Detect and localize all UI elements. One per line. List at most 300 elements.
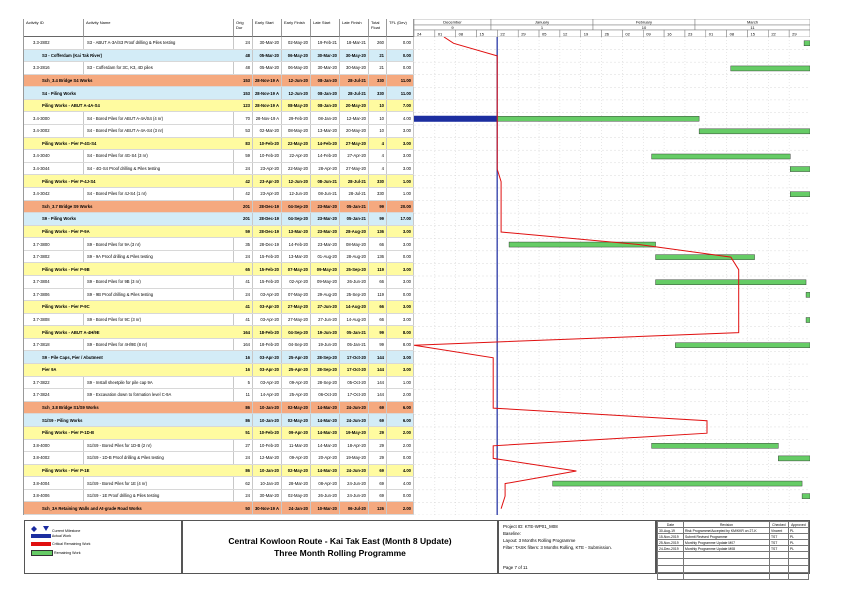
table-row[interactable] — [24, 112, 414, 125]
table-row[interactable] — [24, 188, 414, 201]
table-row[interactable] — [24, 62, 414, 75]
cell-ef: 22-May-20 — [282, 163, 311, 175]
cell-tf: 330 — [369, 175, 387, 187]
cell-tf: 29 — [369, 452, 387, 464]
table-row[interactable] — [24, 490, 414, 503]
remaining-bar[interactable] — [675, 343, 810, 348]
remaining-bar[interactable] — [790, 167, 810, 172]
cell-es: 03-Apr-20 — [253, 351, 282, 363]
cell-tfl: 3.00 — [387, 226, 414, 238]
cell-es: 18-Feb-20 — [253, 339, 282, 351]
cell-lf: 27-May-20 — [340, 138, 369, 150]
day-label: 01 — [437, 31, 443, 37]
header-total-float[interactable]: Total Float — [369, 19, 387, 37]
left-margin — [0, 19, 24, 515]
cell-lf: 14-Aug-20 — [340, 314, 369, 326]
revision-box — [656, 520, 810, 574]
cell-ef: 24-Jan-20 — [282, 502, 311, 514]
cell-lf: 06-Jul-20 — [340, 502, 369, 514]
cell-tf: 69 — [369, 402, 387, 414]
cell-ef: 12-Jun-20 — [282, 188, 311, 200]
table-row[interactable] — [24, 377, 414, 390]
header-late-finish[interactable]: Late Finish — [340, 19, 369, 37]
cell-id: 3.7-3800 — [24, 238, 84, 250]
wbs-row[interactable] — [24, 263, 414, 276]
cell-tfl: 3.00 — [387, 163, 414, 175]
cell-es: 03-Apr-20 — [253, 364, 282, 376]
cell-id: 3.8-4002 — [24, 452, 84, 464]
actual-work-swatch — [31, 534, 51, 538]
cell-tfl: 0.00 — [387, 37, 414, 49]
remaining-bar[interactable] — [652, 443, 779, 448]
cell-ef: 07-May-20 — [282, 263, 311, 275]
project-info-box — [498, 520, 656, 574]
cell-name: S9 - Bored Piles for 9C (3 nr) — [84, 314, 234, 326]
remaining-bar[interactable] — [778, 456, 810, 461]
cell-tf: 21 — [369, 62, 387, 74]
cell-name: S4 - Piling Works — [42, 90, 77, 96]
cell-id: 3.7-3806 — [24, 289, 84, 301]
cell-dur: 51 — [234, 427, 253, 439]
header-activity-name[interactable]: Activity Name — [84, 19, 234, 37]
cell-ls: 23-Mar-20 — [311, 238, 340, 250]
cell-dur: 164 — [234, 326, 253, 338]
month-number: 1 — [540, 25, 544, 30]
day-label: 29 — [792, 31, 797, 37]
cell-name: S9 - Install sheetpile for pile cap 9A — [84, 377, 234, 389]
day-label: 08 — [458, 31, 464, 37]
cell-tfl: 1.00 — [387, 175, 414, 187]
cell-tf: 330 — [369, 188, 387, 200]
cell-lf: 24-Jun-20 — [340, 490, 369, 502]
cell-dur: 86 — [234, 465, 253, 477]
cell-name: S4 - Bored Piles for ABUT A-4A/S4 (4 nr) — [84, 112, 234, 124]
day-label: 19 — [583, 31, 589, 37]
cell-ls: 08-Jun-21 — [311, 188, 340, 200]
cell-id: 3.4-3040 — [24, 150, 84, 162]
table-row[interactable] — [24, 163, 414, 176]
table-row[interactable] — [24, 37, 414, 50]
cell-es: 10-Jan-20 — [253, 465, 282, 477]
cell-tfl: 3.00 — [387, 276, 414, 288]
cell-es: 10-Feb-20 — [253, 440, 282, 452]
remaining-bar[interactable] — [802, 494, 810, 499]
cell-id: 3.7-3822 — [24, 377, 84, 389]
cell-tfl: 3.00 — [387, 314, 414, 326]
cell-ef: 14-Feb-20 — [282, 238, 311, 250]
cell-ef: 27-May-20 — [282, 314, 311, 326]
cell-ls: 14-Mar-20 — [311, 414, 340, 426]
revision-cell-empty — [788, 559, 808, 566]
header-activity-id[interactable]: Activity ID — [24, 19, 84, 37]
cell-es: 10-Jan-20 — [253, 477, 282, 489]
legend-remaining — [31, 550, 81, 556]
cell-lf: 25-Sep-20 — [340, 263, 369, 275]
cell-lf: 28-Jul-21 — [340, 188, 369, 200]
cell-lf: 28-Jul-21 — [340, 175, 369, 187]
day-label: 02 — [625, 31, 630, 37]
cell-es: 28-Dec-19 — [253, 201, 282, 213]
cell-es: 10-Jan-20 — [253, 414, 282, 426]
month-label: December — [443, 19, 462, 25]
cell-tfl: 0.00 — [387, 289, 414, 301]
cell-ls: 20-Apr-20 — [311, 452, 340, 464]
cell-tfl: 6.00 — [387, 414, 414, 426]
remaining-bar[interactable] — [804, 41, 810, 46]
table-row[interactable] — [24, 452, 414, 465]
cell-lf: 28-Aug-20 — [340, 226, 369, 238]
cell-name: S9 - 9A Proof drilling & Piles testing — [84, 251, 234, 263]
cell-tfl: 4.00 — [387, 112, 414, 124]
wbs-row[interactable] — [24, 301, 414, 314]
cell-lf: 28-Aug-20 — [340, 251, 369, 263]
wbs-row[interactable] — [24, 402, 414, 415]
cell-lf: 19-May-20 — [340, 427, 369, 439]
cell-ls: 19-Jun-20 — [311, 326, 340, 338]
cell-es: 03-Apr-20 — [253, 314, 282, 326]
wbs-row[interactable] — [24, 87, 414, 100]
page-number: Page 7 of 11 — [503, 565, 528, 570]
cell-name: S9 - Bored Piles for 9A (3 nr) — [84, 238, 234, 250]
revision-cell-empty — [769, 573, 788, 580]
cell-dur: 70 — [234, 112, 253, 124]
cell-name: S9 - 9B Proof drilling & Piles testing — [84, 289, 234, 301]
cell-ef: 06-May-20 — [282, 50, 311, 62]
cell-id: 3.4-3042 — [24, 188, 84, 200]
cell-id: 3.8-4006 — [24, 490, 84, 502]
cell-dur: 50 — [234, 502, 253, 514]
cell-es: 10-Feb-20 — [253, 150, 282, 162]
header-early-start[interactable]: Early Start — [253, 19, 282, 37]
cell-ef: 02-Apr-20 — [282, 276, 311, 288]
cell-es: 23-Apr-20 — [253, 163, 282, 175]
cell-lf: 24-Jun-20 — [340, 414, 369, 426]
cell-tf: 99 — [369, 201, 387, 213]
cell-tf: 10 — [369, 100, 387, 112]
table-row[interactable] — [24, 389, 414, 402]
wbs-row[interactable] — [24, 351, 414, 364]
cell-ef: 12-Jun-20 — [282, 75, 311, 87]
cell-es: 02-Mar-20 — [253, 125, 282, 137]
cell-ls: 01-Aug-20 — [311, 251, 340, 263]
revision-cell-empty — [788, 566, 808, 573]
cell-tfl: 2.00 — [387, 427, 414, 439]
day-label: 01 — [708, 31, 714, 37]
day-label: 22 — [500, 31, 505, 37]
table-row[interactable] — [24, 314, 414, 327]
cell-name: Piling Works - Pier P-9C — [42, 304, 90, 310]
cell-name: Piling Works - Pier P-9A — [42, 228, 90, 234]
wbs-row[interactable] — [24, 138, 414, 151]
wbs-row[interactable] — [24, 100, 414, 113]
remaining-bar[interactable] — [656, 255, 755, 260]
cell-tf: 66 — [369, 276, 387, 288]
cell-lf: 25-Sep-20 — [340, 289, 369, 301]
project-id: Project ID: KTE-WP01_M08 — [503, 524, 558, 529]
cell-name: S1/S9 - 1E Proof drilling & Piles testing — [84, 490, 234, 502]
cell-ef: 11-Mar-20 — [282, 440, 311, 452]
cell-lf: 18-Apr-20 — [340, 440, 369, 452]
cell-tfl: 3.00 — [387, 138, 414, 150]
cell-es: 23-Apr-20 — [253, 175, 282, 187]
month-number: 9 — [451, 25, 454, 30]
cell-name: Sch_3A Retaining Walls and At-grade Road Works — [42, 505, 142, 511]
revision-row-empty — [658, 552, 809, 559]
month-label: March — [746, 19, 759, 25]
title-box — [182, 520, 498, 574]
table-row[interactable] — [24, 440, 414, 453]
legend-box — [24, 520, 182, 574]
actual-bar[interactable] — [414, 116, 497, 122]
revision-cell-empty — [684, 552, 770, 559]
cell-id: 3.7-3808 — [24, 314, 84, 326]
wbs-row[interactable] — [24, 213, 414, 226]
remaining-bar[interactable] — [806, 292, 810, 297]
cell-ef: 07-May-20 — [282, 289, 311, 301]
cell-tf: 119 — [369, 289, 387, 301]
cell-dur: 123 — [234, 100, 253, 112]
cell-tfl: 7.00 — [387, 100, 414, 112]
remaining-bar[interactable] — [731, 66, 810, 71]
revision-header: Revision — [684, 522, 770, 528]
cell-id: 3.8-4004 — [24, 477, 84, 489]
month-number: 10 — [641, 25, 647, 30]
cell-ef: 12-Jun-20 — [282, 175, 311, 187]
wbs-row[interactable] — [24, 226, 414, 239]
cell-dur: 27 — [234, 440, 253, 452]
remaining-bar[interactable] — [553, 481, 802, 486]
cell-lf: 05-Oct-20 — [340, 377, 369, 389]
cell-ef: 09-Apr-20 — [282, 377, 311, 389]
header-early-finish[interactable]: Early Finish — [282, 19, 311, 37]
legend-critical — [31, 542, 90, 546]
cell-lf: 05-Jan-21 — [340, 326, 369, 338]
day-label: 15 — [750, 31, 755, 37]
cell-lf: 12-Mar-20 — [340, 112, 369, 124]
header-late-start[interactable]: Late Start — [311, 19, 340, 37]
month-number: 11 — [750, 25, 755, 30]
wbs-row[interactable] — [24, 50, 414, 63]
cell-ef: 13-Mar-20 — [282, 226, 311, 238]
cell-tfl: 2.00 — [387, 440, 414, 452]
table-row[interactable] — [24, 150, 414, 163]
wbs-row[interactable] — [24, 427, 414, 440]
legend-milestone-label: Current Milestone — [52, 529, 81, 533]
cell-dur: 62 — [234, 477, 253, 489]
wbs-row[interactable] — [24, 75, 414, 88]
report-subtitle: Three Month Rolling Programme — [274, 548, 406, 558]
header-tfl[interactable]: TFL (Dev) — [387, 19, 414, 37]
remaining-work-swatch — [31, 550, 53, 556]
cell-ls: 29-Aug-20 — [311, 289, 340, 301]
header-orig-dur[interactable]: Orig Dur — [234, 19, 253, 37]
cell-ls: 14-Feb-20 — [311, 138, 340, 150]
cell-ls: 23-Mar-20 — [311, 213, 340, 225]
cell-lf: 17-Oct-20 — [340, 364, 369, 376]
cell-dur: 164 — [234, 339, 253, 351]
cell-es: 28-Dec-19 — [253, 213, 282, 225]
cell-ef: 25-Apr-20 — [282, 351, 311, 363]
cell-ls: 27-Jun-20 — [311, 314, 340, 326]
cell-lf: 30-May-20 — [340, 62, 369, 74]
revision-cell: PL — [788, 546, 808, 552]
cell-ls: 08-Apr-20 — [311, 477, 340, 489]
revision-cell: Risk Programme/Accepted by KM/KKR on 27-K — [684, 528, 770, 534]
cell-name: S4 - Bored Piles for 4J-S4 (1 nr) — [84, 188, 234, 200]
cell-es: 10-Feb-20 — [253, 427, 282, 439]
wbs-row[interactable] — [24, 364, 414, 377]
revision-cell: PL — [788, 540, 808, 546]
cell-ls: 30-Mar-20 — [311, 50, 340, 62]
cell-ls: 28-Sep-20 — [311, 351, 340, 363]
cell-ef: 02-May-20 — [282, 402, 311, 414]
remaining-bar[interactable] — [656, 280, 806, 285]
cell-ef: 06-May-20 — [282, 62, 311, 74]
table-row[interactable] — [24, 125, 414, 138]
remaining-bar[interactable] — [509, 242, 656, 247]
revision-cell: PL — [788, 534, 808, 540]
cell-ls: 08-Jan-20 — [311, 112, 340, 124]
table-row[interactable] — [24, 276, 414, 289]
wbs-row[interactable] — [24, 326, 414, 339]
cell-es: 28-Nov-19 A — [253, 100, 282, 112]
filter: Filter: TASK filters: 3 Months Rolling, KTE - Submission. — [503, 545, 612, 550]
table-row[interactable] — [24, 238, 414, 251]
day-label: 08 — [729, 31, 735, 37]
cell-name: S3 - ABUT A-3A/S3 Proof drilling & Piles testing — [84, 37, 234, 49]
cell-name: S3 - Cofferdam for 3C, K3, 4D piles — [84, 62, 234, 74]
day-label: 15 — [479, 31, 484, 37]
cell-dur: 153 — [234, 75, 253, 87]
table-row[interactable] — [24, 251, 414, 264]
cell-tfl: 2.00 — [387, 389, 414, 401]
cell-tf: 144 — [369, 377, 387, 389]
cell-ls: 08-Jan-20 — [311, 75, 340, 87]
cell-tfl: 11.00 — [387, 75, 414, 87]
cell-ls: 10-Mar-20 — [311, 502, 340, 514]
cell-ef: 02-May-20 — [282, 414, 311, 426]
cell-dur: 59 — [234, 226, 253, 238]
cell-lf: 24-Jun-20 — [340, 465, 369, 477]
cell-ef: 22-Apr-20 — [282, 150, 311, 162]
revision-cell: TST — [769, 540, 788, 546]
cell-ls: 28-Sep-20 — [311, 377, 340, 389]
cell-name: S1/S9 - Bored Piles for 1D-B (2 nr) — [84, 440, 234, 452]
revision-cell: Monthly Programme Update M07 — [684, 540, 770, 546]
cell-tf: 136 — [369, 226, 387, 238]
cell-es: 03-Apr-20 — [253, 289, 282, 301]
wbs-row[interactable] — [24, 414, 414, 427]
cell-lf: 05-Jan-21 — [340, 201, 369, 213]
cell-name: S9 - Pile Caps, Pier / Abutment — [42, 354, 103, 360]
cell-ls: 09-May-20 — [311, 276, 340, 288]
cell-ls: 19-Jun-20 — [311, 339, 340, 351]
revision-cell-empty — [769, 566, 788, 573]
table-row[interactable] — [24, 477, 414, 490]
revision-cell: 15-Nov-2019 — [658, 534, 684, 540]
remaining-bar[interactable] — [790, 192, 810, 197]
remaining-bar[interactable] — [652, 154, 791, 159]
cell-id: 3.7-3804 — [24, 276, 84, 288]
day-label: 23 — [687, 31, 693, 37]
cell-es: 14-Apr-20 — [253, 389, 282, 401]
cell-es: 30-Nov-19 A — [253, 502, 282, 514]
cell-tfl: 20.00 — [387, 201, 414, 213]
cell-ef: 13-Mar-20 — [282, 251, 311, 263]
cell-lf: 26-Jun-20 — [340, 276, 369, 288]
cell-ef: 09-Apr-20 — [282, 427, 311, 439]
cell-ls: 08-Jun-21 — [311, 175, 340, 187]
revision-cell: PL — [788, 528, 808, 534]
cell-name: Piling Works - ABUT A-4H/9E — [42, 329, 100, 335]
cell-dur: 11 — [234, 389, 253, 401]
cell-tfl: 3.00 — [387, 263, 414, 275]
cell-name: Sch_3.7 Bridge S9 Works — [42, 203, 93, 209]
cell-tfl: 4.00 — [387, 477, 414, 489]
cell-ls: 09-May-20 — [311, 263, 340, 275]
cell-lf: 08-May-20 — [340, 238, 369, 250]
cell-tf: 4 — [369, 150, 387, 162]
table-row[interactable] — [24, 289, 414, 302]
wbs-row[interactable] — [24, 175, 414, 188]
cell-id: 3.3-2802 — [24, 37, 84, 49]
cell-dur: 24 — [234, 452, 253, 464]
cell-es: 15-Feb-20 — [253, 276, 282, 288]
wbs-row[interactable] — [24, 201, 414, 214]
cell-dur: 5 — [234, 377, 253, 389]
revision-row-empty — [658, 566, 809, 573]
cell-tfl: 0.00 — [387, 62, 414, 74]
remaining-bar[interactable] — [699, 129, 810, 134]
cell-es: 03-Apr-20 — [253, 377, 282, 389]
cell-tfl: 6.00 — [387, 402, 414, 414]
cell-dur: 86 — [234, 414, 253, 426]
remaining-bar[interactable] — [806, 318, 810, 323]
cell-ef: 09-Apr-20 — [282, 452, 311, 464]
cell-id: 3.7-3824 — [24, 389, 84, 401]
cell-es: 15-Feb-20 — [253, 263, 282, 275]
cell-tf: 330 — [369, 87, 387, 99]
cell-ef: 04-Sep-20 — [282, 339, 311, 351]
cell-es: 03-Apr-20 — [253, 301, 282, 313]
cell-ls: 23-Mar-20 — [311, 201, 340, 213]
cell-tf: 10 — [369, 125, 387, 137]
cell-dur: 42 — [234, 188, 253, 200]
cell-ef: 08-May-20 — [282, 125, 311, 137]
cell-dur: 24 — [234, 251, 253, 263]
wbs-row[interactable] — [24, 502, 414, 515]
cell-name: Piling Works - Pier P-4J-S4 — [42, 178, 96, 184]
cell-es: 23-Apr-20 — [253, 188, 282, 200]
legend-critical-label: Critical Remaining Work — [52, 542, 91, 546]
cell-ef: 02-May-20 — [282, 490, 311, 502]
cell-ls: 14-Mar-20 — [311, 402, 340, 414]
cell-tf: 29 — [369, 427, 387, 439]
cell-lf: 20-May-20 — [340, 125, 369, 137]
cell-name: Piling Works - Pier P-1D-B — [42, 430, 95, 436]
cell-lf: 18-Mar-21 — [340, 37, 369, 49]
cell-name: S9 - Excavation down to formation level C-9A — [84, 389, 234, 401]
cell-dur: 24 — [234, 289, 253, 301]
cell-dur: 16 — [234, 364, 253, 376]
wbs-row[interactable] — [24, 465, 414, 478]
table-row[interactable] — [24, 339, 414, 352]
cell-name: S4 - Bored Piles for ABUT A-4A-S4 (3 nr) — [84, 125, 234, 137]
cell-tf: 99 — [369, 326, 387, 338]
cell-es: 12-Mar-20 — [253, 452, 282, 464]
cell-ef: 25-Apr-20 — [282, 389, 311, 401]
cell-es: 30-Mar-20 — [253, 490, 282, 502]
